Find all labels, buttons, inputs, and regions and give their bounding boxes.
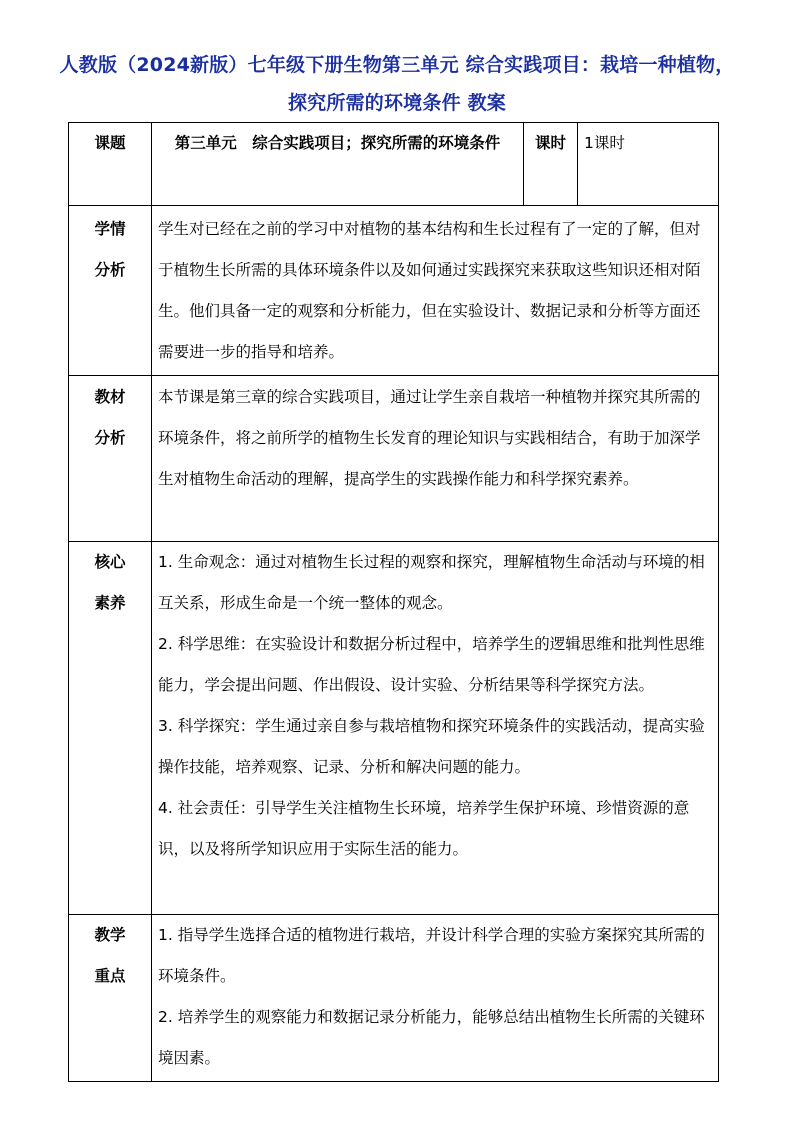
- section-label-line-2: 分析: [94, 429, 126, 447]
- class-hours-label: 课时: [524, 123, 578, 206]
- section-label-cell: [69, 376, 152, 542]
- section-content: [152, 915, 719, 1082]
- section-paragraph: 1. 指导学生选择合适的植物进行栽培，并设计科学合理的实验方案探究其所需的环境条件。: [158, 926, 705, 985]
- section-label-line-2: 重点: [94, 967, 126, 985]
- section-label-line-1: 教学: [94, 926, 126, 944]
- topic-value: 第三单元 综合实践项目；探究所需的环境条件: [152, 123, 524, 206]
- section-paragraph: 3. 科学探究：学生通过亲自参与栽培植物和探究环境条件的实践活动，提高实验操作技能，培养观察、记录、分析和解决问题的能力。: [158, 717, 705, 776]
- section-label-line-1: 学情: [94, 220, 126, 238]
- section-label-cell: [69, 206, 152, 376]
- topic-row: [69, 123, 719, 206]
- section-label-line-1: 教材: [94, 388, 126, 406]
- section-row-core-competencies: [69, 542, 719, 915]
- section-content: [152, 542, 719, 915]
- topic-label-cell: [69, 123, 152, 206]
- section-label-line-1: 核心: [94, 553, 126, 571]
- section-paragraph: 2. 培养学生的观察能力和数据记录分析能力，能够总结出植物生长所需的关键环境因素。: [158, 1008, 705, 1067]
- section-content: [152, 376, 719, 542]
- section-row-textbook-analysis: [69, 376, 719, 542]
- class-hours-value: 1课时: [578, 123, 719, 206]
- section-label-cell: [69, 542, 152, 915]
- section-row-teaching-focus: [69, 915, 719, 1082]
- section-label-line-2: 素养: [94, 594, 126, 612]
- section-paragraph: 4. 社会责任：引导学生关注植物生长环境，培养学生保护环境、珍惜资源的意识，以及将所学知识应用于实际生活的能力。: [158, 799, 690, 858]
- section-paragraph: 1. 生命观念：通过对植物生长过程的观察和探究，理解植物生命活动与环境的相互关系，形成生命是一个统一整体的观念。: [158, 553, 705, 612]
- section-content: [152, 206, 719, 376]
- document-title: [40, 46, 754, 122]
- section-label-line-2: 分析: [94, 261, 126, 279]
- section-row-student-analysis: [69, 206, 719, 376]
- document-title-line-2: 探究所需的环境条件 教案: [287, 92, 506, 114]
- section-paragraph: 2. 科学思维：在实验设计和数据分析过程中，培养学生的逻辑思维和批判性思维能力，学会提出问题、作出假设、设计实验、分析结果等科学探究方法。: [158, 635, 705, 694]
- document-title-line-1: 人教版（2024新版）七年级下册生物第三单元 综合实践项目：栽培一种植物，: [59, 54, 735, 76]
- topic-label: 课题: [94, 134, 126, 152]
- section-label-cell: [69, 915, 152, 1082]
- section-paragraph: 本节课是第三章的综合实践项目，通过让学生亲自栽培一种植物并探究其所需的环境条件，将之前所学的植物生长发育的理论知识与实践相结合，有助于加深学生对植物生命活动的理解，提高学生的实践操作能力和科学探究素养。: [158, 388, 701, 488]
- lesson-plan-table: [68, 122, 719, 1082]
- section-paragraph: 学生对已经在之前的学习中对植物的基本结构和生长过程有了一定的了解，但对于植物生长所需的具体环境条件以及如何通过实践探究来获取这些知识还相对陌生。他们具备一定的观察和分析能力，但在实验设计、数据记录和分析等方面还需要进一步的指导和培养。: [158, 220, 701, 361]
